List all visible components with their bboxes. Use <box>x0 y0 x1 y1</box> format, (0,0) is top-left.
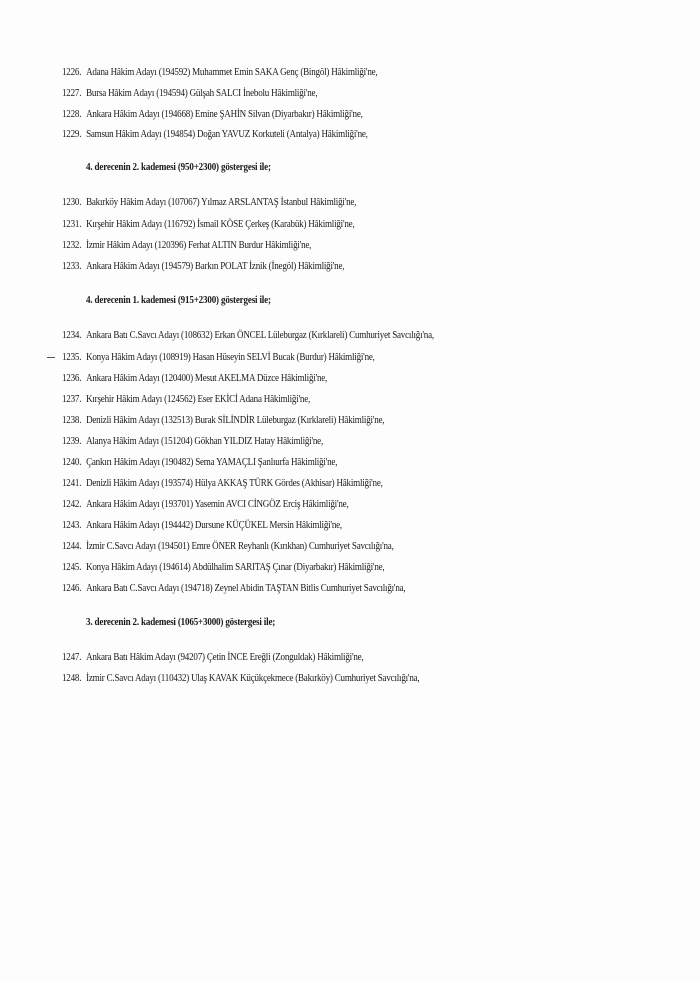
appointment-entry <box>62 108 363 121</box>
section-heading: 3. derecenin 2. kademesi (1065+3000) göstergesi ile; <box>86 617 276 628</box>
entry-text: Ankara Hâkim Adayı (193701) Yasemin AVCI CİNGÖZ Erciş Hâkimliği'ne, <box>86 499 349 510</box>
entry-number: 1247. <box>62 652 82 663</box>
appointment-entry <box>62 329 434 342</box>
entry-number: 1237. <box>62 394 82 405</box>
entry-text: Çankırı Hâkim Adayı (190482) Sema YAMAÇLI Şanlıurfa Hâkimliği'ne, <box>86 457 338 468</box>
entry-number: 1242. <box>62 499 82 510</box>
entry-number: 1243. <box>62 520 82 531</box>
appointment-entry <box>62 582 405 595</box>
appointment-entry <box>62 435 323 448</box>
entry-number: 1231. <box>62 219 82 230</box>
entry-text: Denizli Hâkim Adayı (193574) Hülya AKKAŞ TÜRK Gördes (Akhisar) Hâkimliği'ne, <box>86 478 383 489</box>
appointment-entry <box>62 498 349 511</box>
appointment-entry <box>62 128 368 141</box>
entry-number: 1238. <box>62 415 82 426</box>
entry-number: 1234. <box>62 330 82 341</box>
entry-text: Bakırköy Hâkim Adayı (107067) Yılmaz ARSLANTAŞ İstanbul Hâkimliği'ne, <box>86 197 357 208</box>
entry-text: Konya Hâkim Adayı (108919) Hasan Hüseyin SELVİ Bucak (Burdur) Hâkimliği'ne, <box>86 352 375 363</box>
appointment-entry <box>62 540 394 553</box>
appointment-entry <box>62 561 384 574</box>
margin-mark <box>47 357 55 358</box>
entry-text: Ankara Batı C.Savcı Adayı (194718) Zeynel Abidin TAŞTAN Bitlis Cumhuriyet Savcılığı'na, <box>86 583 406 594</box>
entry-text: Alanya Hâkim Adayı (151204) Gökhan YILDIZ Hatay Hâkimliği'ne, <box>86 436 324 447</box>
entry-text: Ankara Hâkim Adayı (194579) Barkın POLAT İznik (İnegöl) Hâkimliği'ne, <box>86 261 345 272</box>
entry-number: 1241. <box>62 478 82 489</box>
appointment-entry <box>62 260 344 273</box>
appointment-entry <box>62 196 356 209</box>
entry-text: Ankara Hâkim Adayı (194442) Dursune KÜÇÜKEL Mersin Hâkimliği'ne, <box>86 520 342 531</box>
entry-number: 1228. <box>62 109 82 120</box>
section-heading: 4. derecenin 1. kademesi (915+2300) göstergesi ile; <box>86 295 271 306</box>
appointment-entry <box>62 651 363 664</box>
entry-number: 1248. <box>62 673 82 684</box>
entry-number: 1240. <box>62 457 82 468</box>
entry-text: İzmir Hâkim Adayı (120396) Ferhat ALTIN Burdur Hâkimliği'ne, <box>86 240 312 251</box>
entry-text: Bursa Hâkim Adayı (194594) Gülşah SALCI İnebolu Hâkimliği'ne, <box>86 88 318 99</box>
entry-number: 1229. <box>62 129 82 140</box>
entry-text: Samsun Hâkim Adayı (194854) Doğan YAVUZ Korkuteli (Antalya) Hâkimliği'ne, <box>86 129 368 140</box>
entry-number: 1244. <box>62 541 82 552</box>
entry-text: Ankara Hâkim Adayı (120400) Mesut AKELMA Düzce Hâkimliği'ne, <box>86 373 328 384</box>
appointment-entry <box>62 456 337 469</box>
entry-number: 1230. <box>62 197 82 208</box>
entry-text: Ankara Batı C.Savcı Adayı (108632) Erkan ÖNCEL Lüleburgaz (Kırklareli) Cumhuriyet Savcılığı'na, <box>86 330 434 341</box>
entry-number: 1226. <box>62 67 82 78</box>
entry-number: 1233. <box>62 261 82 272</box>
entry-number: 1246. <box>62 583 82 594</box>
appointment-entry <box>62 218 355 231</box>
appointment-entry <box>62 477 383 490</box>
appointment-entry <box>62 239 311 252</box>
entry-number: 1236. <box>62 373 82 384</box>
section-heading: 4. derecenin 2. kademesi (950+2300) göstergesi ile; <box>86 162 271 173</box>
appointment-entry <box>62 66 377 79</box>
entry-number: 1239. <box>62 436 82 447</box>
appointment-entry <box>62 372 327 385</box>
entry-number: 1235. <box>62 352 82 363</box>
appointment-entry <box>62 87 317 100</box>
entry-text: Kırşehir Hâkim Adayı (116792) İsmail KÖSE Çerkeş (Karabük) Hâkimliği'ne, <box>86 219 355 230</box>
appointment-entry <box>62 414 384 427</box>
entry-text: Ankara Hâkim Adayı (194668) Emine ŞAHİN Silvan (Diyarbakır) Hâkimliği'ne, <box>86 109 363 120</box>
entry-text: Ankara Batı Hâkim Adayı (94207) Çetin İNCE Ereğli (Zonguldak) Hâkimliği'ne, <box>86 652 364 663</box>
entry-number: 1232. <box>62 240 82 251</box>
appointment-entry <box>62 672 419 685</box>
appointment-entry <box>62 519 342 532</box>
entry-number: 1245. <box>62 562 82 573</box>
entry-text: İzmir C.Savcı Adayı (194501) Emre ÖNER Reyhanlı (Kırıkhan) Cumhuriyet Savcılığı'na, <box>86 541 394 552</box>
entry-text: Denizli Hâkim Adayı (132513) Burak SİLİNDİR Lüleburgaz (Kırklareli) Hâkimliği'ne, <box>86 415 385 426</box>
appointment-entry <box>62 393 310 406</box>
appointment-entry <box>62 351 375 364</box>
entry-text: Konya Hâkim Adayı (194614) Abdülhalim SARITAŞ Çınar (Diyarbakır) Hâkimliği'ne, <box>86 562 385 573</box>
entry-number: 1227. <box>62 88 82 99</box>
entry-text: İzmir C.Savcı Adayı (110432) Ulaş KAVAK Küçükçekmece (Bakırköy) Cumhuriyet Savcılığı'na, <box>86 673 420 684</box>
entry-text: Kırşehir Hâkim Adayı (124562) Eser EKİCİ Adana Hâkimliği'ne, <box>86 394 311 405</box>
entry-text: Adana Hâkim Adayı (194592) Muhammet Emin SAKA Genç (Bingöl) Hâkimliği'ne, <box>86 67 378 78</box>
